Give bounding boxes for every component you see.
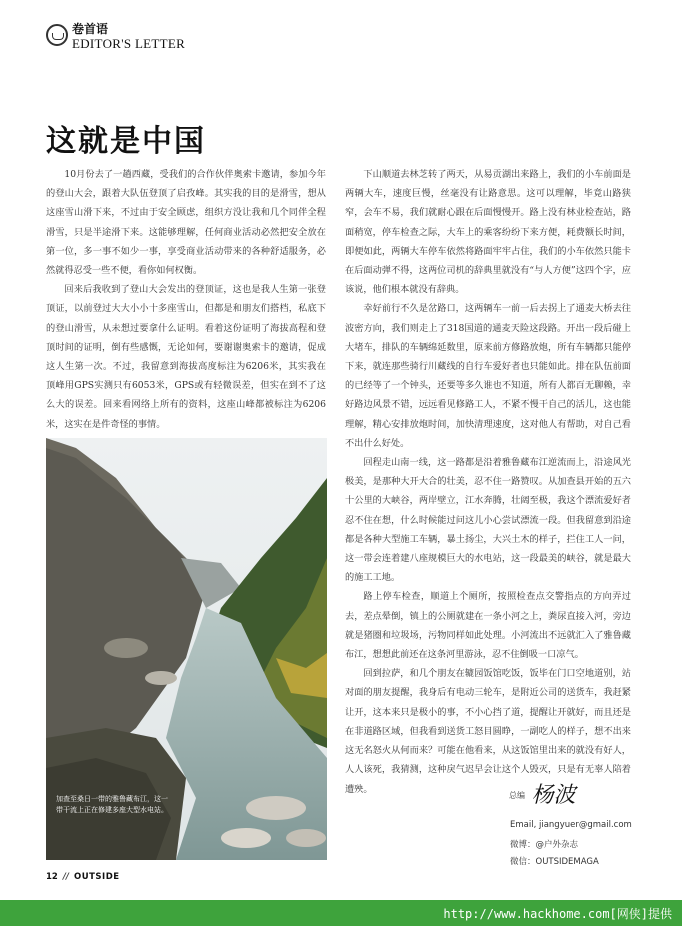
paragraph: 下山顺道去林芝转了两天，从易贡湖出来路上，我们的小车前面是两辆大车，速度巨慢，丝毫没有让路意思。这可以理解，毕竟山路狭窄，会车不易，我们就耐心跟在后面慢慢开。路上没有林业检查站，路面稍宽，停车检查之际，大车上的乘客纷纷下来方便，耗费额长时间，即便如此，两辆大车停车依然将路面牢牢占住，我们的小车依然只能卡在后面动弹不得，这两位司机的辞典里就没有“与人方便”这四个字，应该说，他们根本就没有辞典。 [345,169,631,296]
editor-label: 总编 [509,791,525,800]
paragraph: 路上停车检查，顺道上个厕所，按照检查点交警指点的方向弄过去，差点晕倒，镇上的公厕就建在一条小河之上，粪尿直接入河，旁边就是猪圈和垃圾场，污物同样如此处理。小河流出不远就汇入了雅鲁藏布江，想想此前还在这条河里游泳，忍不住倒吸一口凉气。 [345,591,631,661]
paragraph: 幸好前行不久是岔路口，这两辆车一前一后去拐上了通麦大桥去往波密方向，我们则走上了318国道的通麦天险这段路。开出一段后碰上大堵车，排队的车辆绵延数里，原来前方修路放炮，所有车辆都只能停下来，就连那些骑行川藏线的自行车爱好者也只能如此。排在队伍前面的已经等了一个钟头，还要等多久谁也不知道，所有人都百无聊赖，幸好路边风景不错，远远看见修路工人，不紧不慢干自己的活儿，这也能理解，精心安排放炮时间，加快清理速度，这对他人有帮助，对自己看不出什么好处。 [345,303,631,449]
watermark-url: http://www.hackhome.com[网侠]提供 [443,907,672,921]
article-title: 这就是中国 [46,124,206,159]
editor-signoff [509,778,576,809]
river-canyon-photo [46,438,327,860]
coffee-cup-icon [46,24,68,46]
paragraph: 回来后我收到了登山大会发出的登顶证，这也是我人生第一张登顶证，以前登过大大小小十多座雪山，但都是和朋友们搭档，私底下的登山滑雪，从未想过要拿什么证明。看着这份证明了海拔高程和登顶时间的证明，倒有些感慨，无论如何，要谢谢奥索卡的邀请，促成这人生第一次。不过，我留意到海拔高度标注为6206米，其实我在顶峰用GPS实测只有6053米，GPS或有轻微误差，但实在到不了这么大的误差。回来看网络上所有的资料，这座山峰都被标注为6206米，这实在是件奇怪的事情。 [46,284,326,430]
page-footer [46,872,120,882]
paragraph: 回到拉萨，和几个朋友在辘园饭馆吃饭，饭毕在门口空地道别，站对面的朋友提醒，我身后有电动三轮车，是附近公司的送货车，我赶紧让开，这本来只是极小的事，不小心挡了道，提醒让开就好，而且还是在非道路区域，但我看到送货工怒目圆睁，一副吃人的样子，想不出来这无名怒火从何而来？可能在他看来，从这饭馆里出来的就没有好人，人人该死，我猜测，这种戾气迟早会让这个人毁灭，只是有无辜人陪着遭殃。 [345,668,631,795]
footer-separator: // [62,872,70,882]
photo-caption: 加查至桑日一带的雅鲁藏布江，这一带干流上正在修建多座大型水电站。 [56,795,168,814]
paragraph: 回程走山南一线，这一路都是沿着雅鲁藏布江逆流而上，沿途风光极美，是那种大开大合的壮美，忍不住一路赞叹。从加查县开始的五六十公里的大峡谷，两岸壁立，江水奔腾，壮阔至极，我这个漂流爱好者忍不住在想，什么时候能过问这儿小心尝试漂流一段。但我留意到沿途都是各种大型施工车辆，暴土扬尘，大兴土木的样子，拦住工人一问，这一带会连着建八座规模巨大的水电站，这一段最美的峡谷，就是最大的施工工地。 [345,457,631,584]
editor-weixin: 微信：OUTSIDEMAGA [510,857,599,867]
article-column-right [345,165,631,799]
editor-email: Email, jiangyuer@gmail.com [510,820,632,830]
editor-signature: 杨波 [531,783,576,808]
article-column-left [46,165,326,434]
magazine-brand: OUTSIDE [74,872,120,882]
watermark-bar [0,900,682,926]
editor-weibo: 微博：@户外杂志 [510,840,579,850]
section-title-en: EDITOR'S LETTER [72,36,186,51]
page-number: 12 [46,872,58,882]
paragraph: 10月份去了一趟西藏，受我们的合作伙伴奥索卡邀请，参加今年的登山大会，跟着大队伍登顶了启孜峰。其实我的目的是滑雪，想从这座雪山滑下来，不过由于安全顾虑，组织方没让我和几个同伴全程滑雪，只是半途滑下来。这能够理解，任何商业活动必然把安全放在第一位，多一事不如少一事，享受商业活动带来的各种舒适服务，必然就得忍受一些不便，看你如何权衡。 [46,169,326,277]
section-title-cn: 卷首语 [72,22,109,36]
